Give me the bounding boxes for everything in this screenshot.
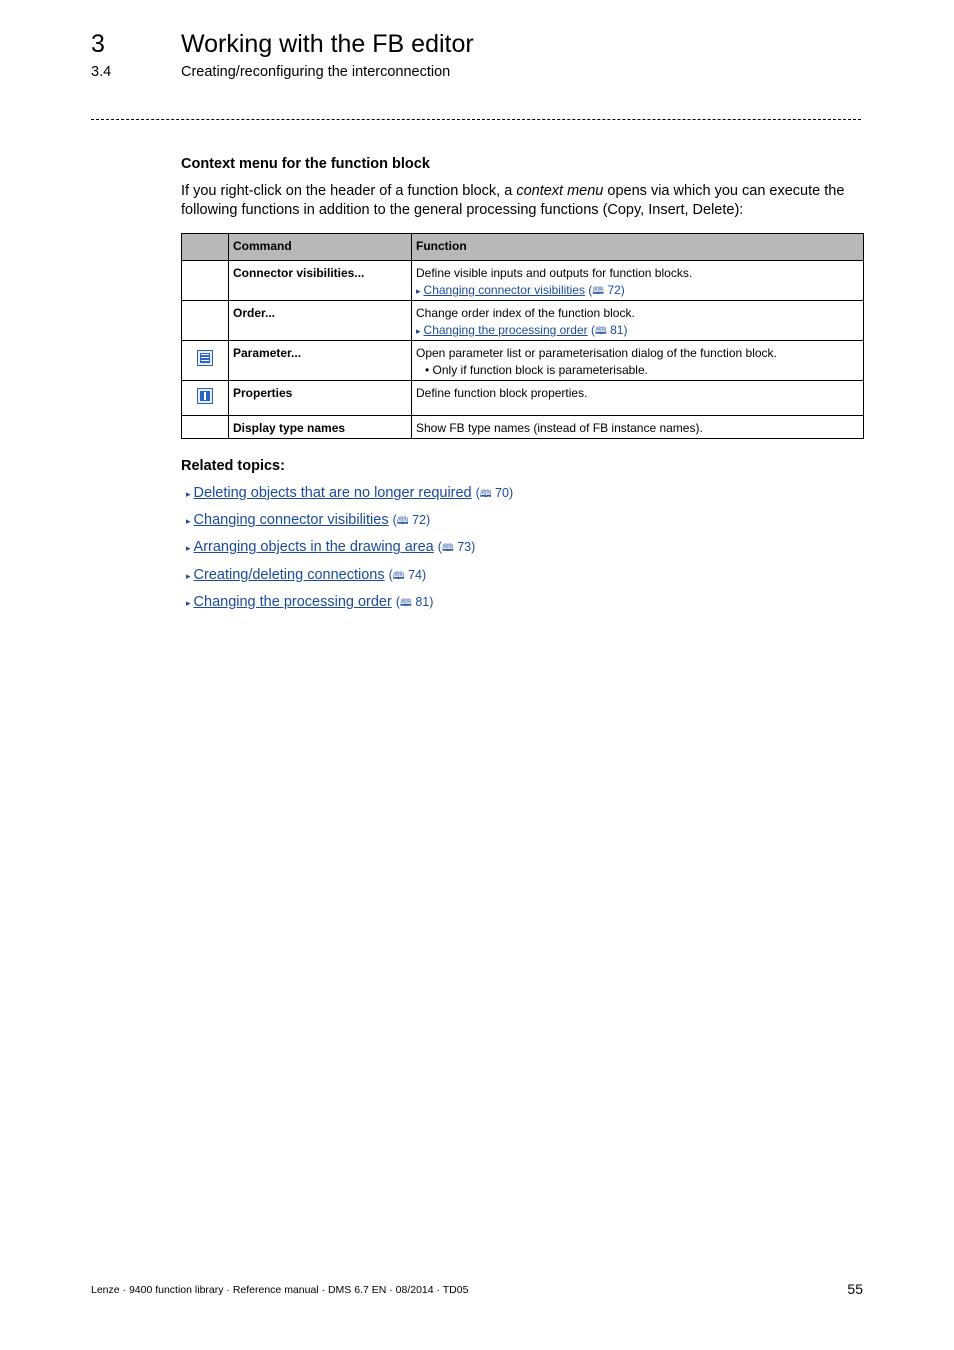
page-reference: (🕮 72) [588,283,625,297]
arrow-right-icon: ▸ [416,326,421,336]
page-ref-number: 72 [607,283,621,297]
command-cell: Properties [229,381,412,416]
function-cell [412,381,864,416]
function-text: Change order index of the function block. [416,306,635,320]
cross-reference [416,282,859,300]
book-icon: 🕮 [396,516,409,528]
intro-text-after: opens via which you can execute the following functions in addition to the general processing functions (Copy, Insert, Delete): [181,183,845,218]
page-reference: (🕮 74) [389,568,427,582]
table-row [182,381,864,416]
arrow-right-icon: ▸ [186,489,191,499]
intro-paragraph [181,182,871,220]
footer-text: Lenze · 9400 function library · Reference manual · DMS 6.7 EN · 08/2014 · TD05 [91,1284,469,1296]
page-reference: (🕮 70) [476,486,514,500]
table-row [182,301,864,341]
intro-text-before: If you right-click on the header of a function block, a [181,183,517,199]
list-item [186,510,513,537]
related-topics-heading: Related topics: [181,458,285,474]
link-deleting-objects[interactable]: Deleting objects that are no longer required [193,485,472,501]
section-number: 3.4 [91,64,112,80]
table-row [182,261,864,301]
section-heading: Context menu for the function block [181,156,430,172]
icon-cell [182,261,229,301]
arrow-right-icon: ▸ [416,286,421,296]
book-icon: 🕮 [592,286,605,297]
header-divider [91,119,861,120]
link-creating-deleting-connections[interactable]: Creating/deleting connections [193,566,385,583]
page-ref-number: 81 [610,323,624,337]
list-item [186,483,513,510]
link-arranging-objects[interactable]: Arranging objects in the drawing area [193,539,434,556]
page-ref-number: 74 [408,567,422,582]
list-item [186,565,513,592]
page-ref-number: 72 [412,513,426,528]
list-item [186,537,513,564]
command-cell: Order... [229,301,412,341]
arrow-right-icon: ▸ [186,516,191,527]
page-reference: (🕮 72) [393,513,431,527]
function-text: Show FB type names (instead of FB instance names). [416,421,703,435]
function-text: Define visible inputs and outputs for function blocks. [416,266,693,280]
book-icon: 🕮 [400,597,412,609]
page-ref-number: 73 [457,540,472,555]
function-cell [412,341,864,381]
book-icon: 🕮 [594,326,607,337]
table-row [182,416,864,439]
parameter-list-icon [197,350,213,366]
intro-emphasis: context menu [516,183,604,199]
function-cell [412,301,864,341]
cross-reference [416,322,859,340]
arrow-right-icon: ▸ [186,543,191,554]
section-title: Creating/reconfiguring the interconnection [181,64,451,80]
bullet-note [416,362,859,379]
icon-cell [182,341,229,381]
bullet-glyph: • [425,363,430,377]
command-cell: Display type names [229,416,412,439]
link-changing-connector-visibilities[interactable]: Changing connector visibilities [193,512,389,529]
link-changing-connector-visibilities[interactable]: Changing connector visibilities [423,283,585,297]
icon-cell [182,416,229,439]
header-icon-column [182,234,229,261]
chapter-title: Working with the FB editor [181,30,474,58]
page-reference: (🕮 81) [591,323,628,337]
function-text: Open parameter list or parameterisation dialog of the function block. [416,346,777,360]
function-cell [412,261,864,301]
function-cell [412,416,864,439]
icon-cell [182,381,229,416]
book-icon: 🕮 [441,543,454,555]
page-number: 55 [847,1281,863,1297]
command-cell: Parameter... [229,341,412,381]
function-text: Define function block properties. [416,386,588,400]
arrow-right-icon: ▸ [186,597,191,608]
arrow-right-icon: ▸ [186,570,191,581]
table-header-row [182,234,864,261]
list-item [186,592,513,619]
properties-info-icon [197,388,213,404]
book-icon: 🕮 [479,489,492,500]
bullet-text: Only if function block is parameterisable. [432,363,648,377]
header-function: Function [412,234,864,261]
book-icon: 🕮 [392,570,405,582]
chapter-number: 3 [91,30,105,58]
page-reference: (🕮 81) [396,595,434,609]
link-changing-processing-order[interactable]: Changing the processing order [423,323,588,337]
icon-cell [182,301,229,341]
table-row [182,341,864,381]
page-ref-number: 81 [415,594,430,609]
command-cell: Connector visibilities... [229,261,412,301]
page-ref-number: 70 [495,486,510,500]
link-changing-processing-order[interactable]: Changing the processing order [193,593,392,610]
related-topics-list [186,483,513,619]
context-menu-table [181,233,864,439]
header-command: Command [229,234,412,261]
page-reference: (🕮 73) [438,540,476,554]
